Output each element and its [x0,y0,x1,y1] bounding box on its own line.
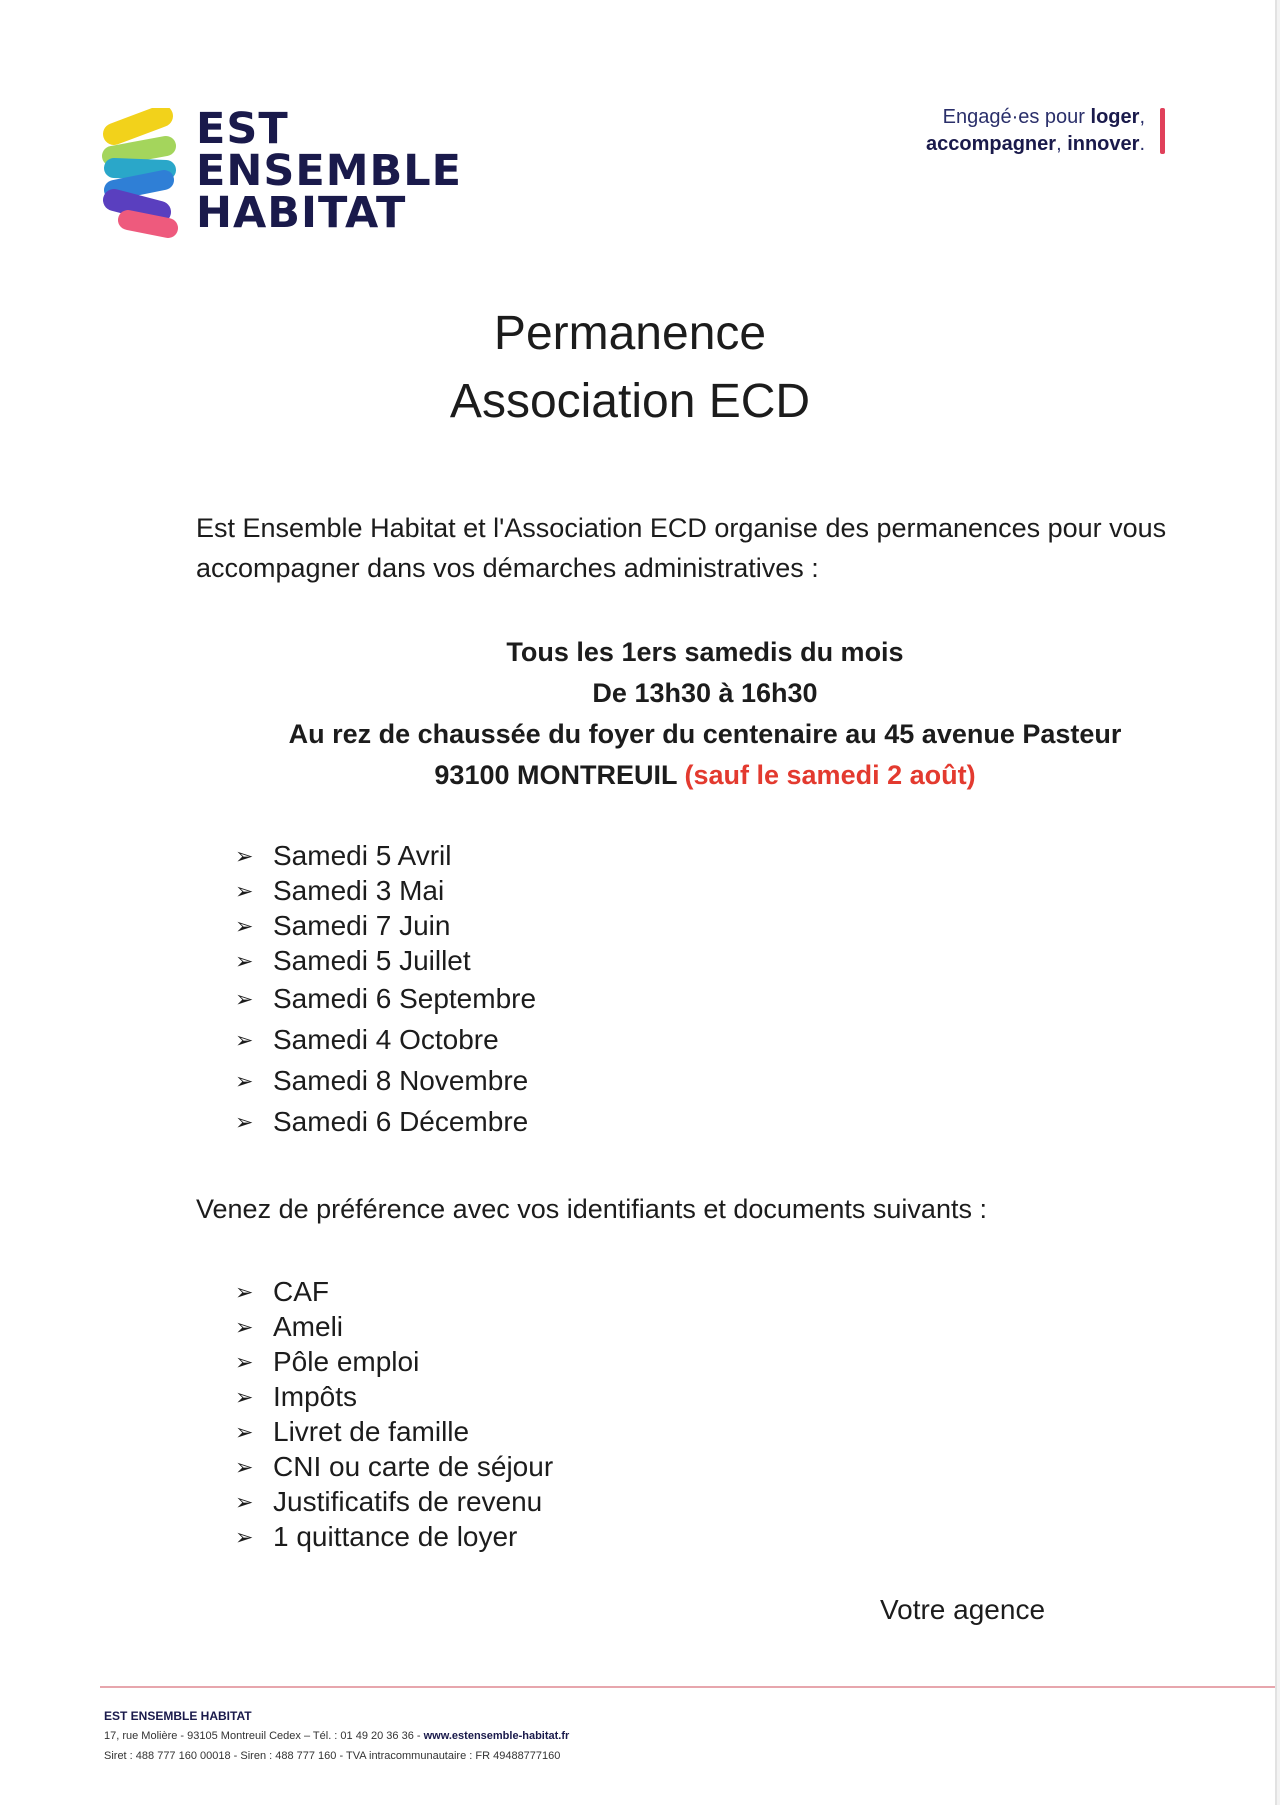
arrow-bullet-icon: ➢ [235,878,254,903]
tagline-part: , [1056,133,1068,155]
schedule-frequency: Tous les 1ers samedis du mois [506,637,904,667]
arrow-bullet-icon: ➢ [235,986,254,1011]
footer-divider [100,1686,1275,1688]
arrow-bullet-icon: ➢ [235,1068,254,1093]
date-item-label: Samedi 6 Septembre [273,983,537,1014]
date-item [235,908,536,943]
logo-line-1: EST [196,104,289,154]
date-item [235,1019,536,1060]
date-item-label: Samedi 5 Juillet [273,945,471,976]
tagline-innover: innover [1067,133,1140,155]
document-item [235,1414,553,1449]
logo-wordmark [196,104,463,238]
tagline-accompagner: accompagner [926,133,1057,155]
arrow-bullet-icon: ➢ [235,1109,254,1134]
schedule-location: Au rez de chaussée du foyer du centenaire au 45 avenue Pasteur [288,719,1122,749]
footer-company-name: EST ENSEMBLE HABITAT [104,1709,252,1723]
date-item [235,978,536,1019]
schedule-exception: (sauf le samedi 2 août) [684,760,976,790]
arrow-bullet-icon: ➢ [235,1524,254,1549]
arrow-bullet-icon: ➢ [235,1384,254,1409]
logo-line-3: HABITAT [196,188,407,238]
document-item-label: Impôts [273,1381,358,1412]
document-item [235,1484,553,1519]
tagline-part: , [1139,106,1145,128]
document-item-label: CNI ou carte de séjour [273,1451,554,1482]
document-item-label: Ameli [273,1311,344,1342]
document-item-label: 1 quittance de loyer [273,1521,518,1552]
date-item [235,838,536,873]
tagline-part: Engagé·es pour [942,106,1091,128]
document-item [235,1519,553,1554]
tagline-accent-bar [1160,108,1165,154]
arrow-bullet-icon: ➢ [235,1454,254,1479]
documents-intro: Venez de préférence avec vos identifiants et documents suivants : [196,1194,987,1224]
schedule-block [0,632,1280,796]
arrow-bullet-icon: ➢ [235,913,254,938]
footer-address-line [104,1726,569,1746]
document-item [235,1379,553,1414]
date-item [235,873,536,908]
signature: Votre agence [880,1594,1046,1625]
dates-list [235,838,536,1142]
arrow-bullet-icon: ➢ [235,843,254,868]
tagline-part: . [1139,133,1145,155]
date-item-label: Samedi 6 Décembre [273,1106,529,1137]
document-item-label: Pôle emploi [273,1346,420,1377]
arrow-bullet-icon: ➢ [235,1489,254,1514]
footer-website-link[interactable]: www.estensemble-habitat.fr [423,1730,570,1742]
date-item-label: Samedi 5 Avril [273,840,452,871]
document-item [235,1309,553,1344]
footer-address: 17, rue Molière - 93105 Montreuil Cedex – Tél. : 01 49 20 36 36 - [104,1730,424,1742]
arrow-bullet-icon: ➢ [235,1314,254,1339]
date-item [235,1060,536,1101]
date-item [235,1101,536,1142]
schedule-hours: De 13h30 à 16h30 [592,678,818,708]
document-item-label: CAF [273,1276,329,1307]
date-item-label: Samedi 8 Novembre [273,1065,529,1096]
schedule-city-line [0,755,1280,796]
date-item-label: Samedi 3 Mai [273,875,445,906]
arrow-bullet-icon: ➢ [235,1027,254,1052]
arrow-bullet-icon: ➢ [235,1349,254,1374]
footer [104,1706,569,1766]
document-item-label: Justificatifs de revenu [273,1486,543,1517]
date-item-label: Samedi 7 Juin [273,910,451,941]
documents-list [235,1274,553,1554]
date-item-label: Samedi 4 Octobre [273,1024,499,1055]
arrow-bullet-icon: ➢ [235,1419,254,1444]
logo-mark-icon [100,108,182,238]
tagline-loger: loger [1090,106,1140,128]
logo-line-2: ENSEMBLE [196,146,463,196]
footer-legal: Siret : 488 777 160 00018 - Siren : 488 777 160 - TVA intracommunautaire : FR 49488777160 [104,1750,561,1762]
arrow-bullet-icon: ➢ [235,1279,254,1304]
document-item [235,1274,553,1309]
date-item [235,943,536,978]
document-item [235,1344,553,1379]
document-item [235,1449,553,1484]
schedule-city: 93100 MONTREUIL [434,760,677,790]
document-item-label: Livret de famille [273,1416,470,1447]
page-title-line-1: Permanence [493,307,767,360]
arrow-bullet-icon: ➢ [235,948,254,973]
page-title-line-2: Association ECD [449,375,811,428]
est-ensemble-habitat-logo [100,104,463,238]
intro-paragraph: Est Ensemble Habitat et l'Association ECD organise des permanences pour vous accompagner dans vos démarches administratives : [196,513,1167,583]
tagline [880,104,1145,158]
